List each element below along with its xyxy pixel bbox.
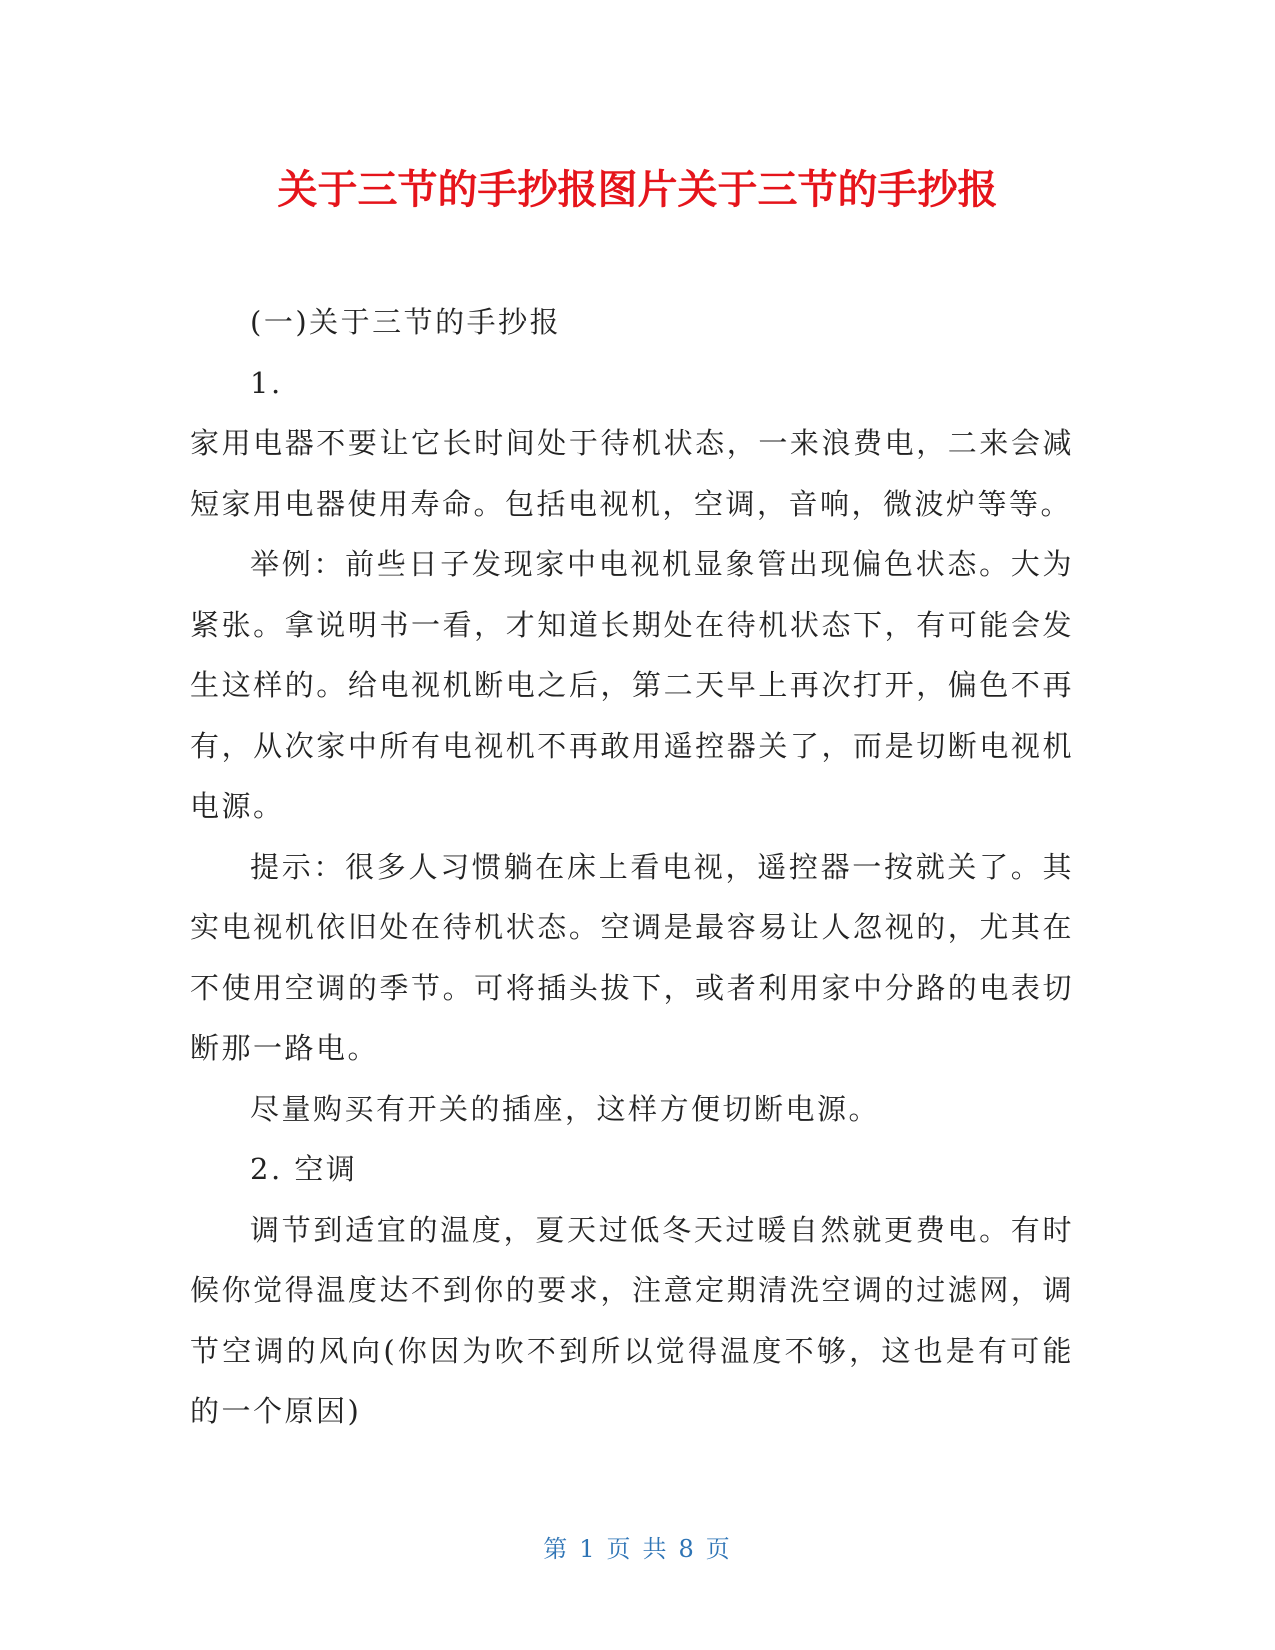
body-paragraph: 调节到适宜的温度，夏天过低冬天过暖自然就更费电。有时候你觉得温度达不到你的要求，注意定期清洗空调的过滤网，调节空调的风向(你因为吹不到所以觉得温度不够，这也是有可能的一个原因) (190, 1212, 1074, 1428)
body-paragraph: 尽量购买有开关的插座，这样方便切断电源。 (250, 1091, 881, 1126)
page-title: 关于三节的手抄报图片关于三节的手抄报 (277, 167, 998, 213)
footer-current-page: 1 (579, 1535, 597, 1563)
body-paragraph: 家用电器不要让它长时间处于待机状态，一来浪费电，二来会减短家用电器使用寿命。包括电视机，空调，音响，微波炉等等。 (190, 426, 1074, 521)
page-footer (0, 1532, 1275, 1566)
example-paragraph: 举例：前些日子发现家中电视机显象管出现偏色状态。大为紧张。拿说明书一看，才知道长期处在待机状态下，有可能会发生这样的。给电视机断电之后，第二天早上再次打开，偏色不再有，从次家中所有电视机不再敢用遥控器关了，而是切断电视机电源。 (190, 547, 1074, 823)
item-heading: 2. 空调 (250, 1152, 358, 1186)
footer-total-word: 共 (642, 1535, 669, 1563)
tip-paragraph: 提示：很多人习惯躺在床上看电视，遥控器一按就关了。其实电视机依旧处在待机状态。空调是最容易让人忽视的，尤其在不使用空调的季节。可将插头拔下，或者利用家中分路的电表切断那一路电。 (190, 849, 1074, 1065)
item-number: 1. (250, 365, 283, 400)
footer-total-pages: 8 (678, 1535, 696, 1563)
footer-suffix: 页 (705, 1535, 732, 1563)
document-body (190, 292, 1074, 1442)
section-heading: (一)关于三节的手抄报 (250, 305, 562, 339)
footer-prefix: 第 (543, 1535, 570, 1563)
footer-page-word: 页 (606, 1535, 633, 1563)
